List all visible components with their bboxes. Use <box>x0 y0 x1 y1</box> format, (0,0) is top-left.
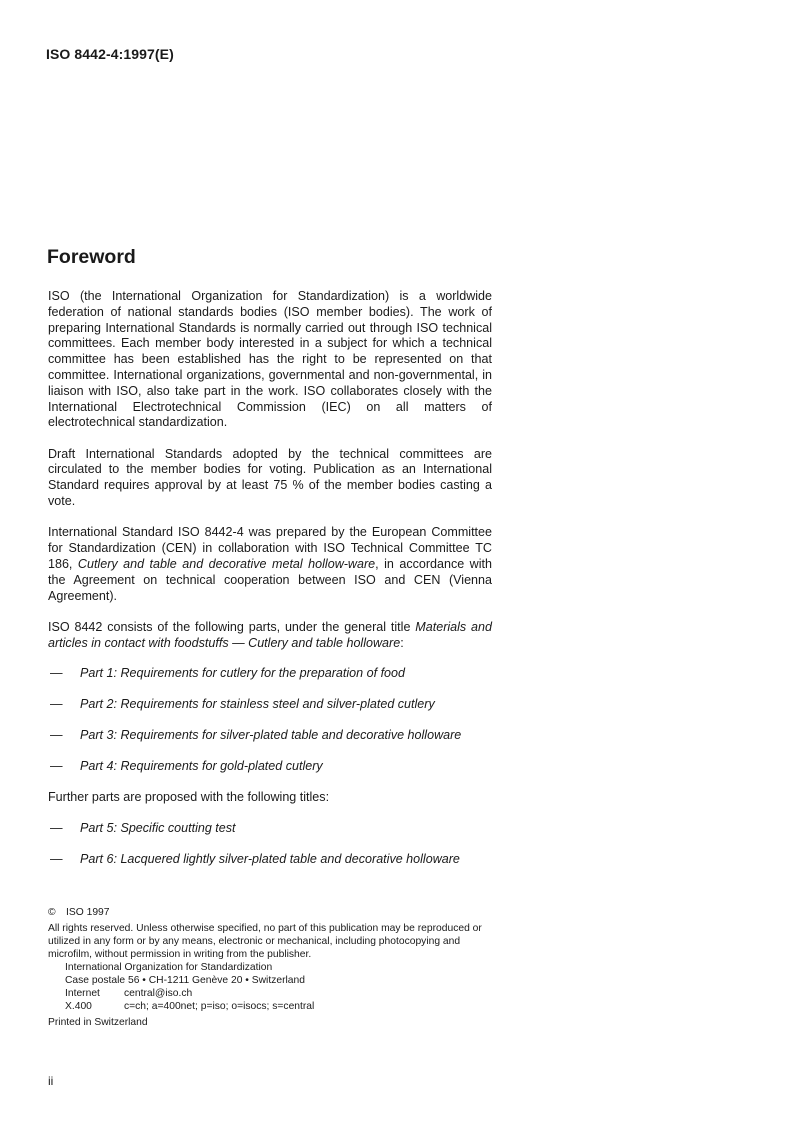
list-item <box>48 821 492 837</box>
postal-address: Case postale 56 • CH-1211 Genève 20 • Switzerland <box>65 975 305 986</box>
prepared-by-text-end: , in accordance with the Agreement on technical cooperation between ISO and CEN (Vienna Agreement). <box>48 556 492 603</box>
proposed-part-title: Part 5: Specific coutting test <box>80 820 236 835</box>
x400-row <box>65 1000 500 1013</box>
part-title: Part 3: Requirements for silver-plated table and decorative holloware <box>80 728 462 743</box>
document-id: ISO 8442-4:1997(E) <box>46 46 174 62</box>
prepared-by-text: International Standard ISO 8442-4 was prepared by the European Committee for Standardization (CEN) in collaboration with ISO Technical Committee TC 186, <box>48 525 492 571</box>
part-title: Part 4: Requirements for gold-plated cutlery <box>80 758 323 773</box>
copyright-text: ISO 1997 <box>66 907 110 918</box>
internet-row <box>65 987 500 1000</box>
organization-name: International Organization for Standardization <box>65 962 273 973</box>
paragraph-parts-intro <box>48 620 492 652</box>
paragraph-prepared-by <box>48 525 492 604</box>
dash: — <box>50 666 63 681</box>
parts-intro-text: ISO 8442 consists of the following parts, under the general title <box>48 619 416 634</box>
dash: — <box>50 851 63 866</box>
list-item <box>48 728 492 744</box>
committee-title: Cutlery and table and decorative metal hollow-ware <box>77 556 376 571</box>
list-item <box>48 852 492 868</box>
proposed-part-title: Part 6: Lacquered lightly silver-plated table and decorative holloware <box>80 851 460 866</box>
dash: — <box>50 697 63 712</box>
printed-in: Printed in Switzerland <box>48 1017 148 1028</box>
list-item <box>48 759 492 775</box>
dash: — <box>50 728 63 743</box>
copyright-line <box>48 906 500 919</box>
copyright-symbol: © <box>48 907 56 918</box>
paragraph-draft-standards: Draft International Standards adopted by the technical committees are circulated to the member bodies for voting. Publication as an International Standard requires approval by at least 75 % of the member bodies casting a vote. <box>48 446 492 509</box>
foreword-body <box>48 289 492 868</box>
page-title: Foreword <box>47 246 136 268</box>
paragraph-further-parts: Further parts are proposed with the following titles: <box>48 790 330 805</box>
dash: — <box>50 820 63 835</box>
internet-label: Internet <box>65 988 100 999</box>
x400-label: X.400 <box>65 1001 92 1012</box>
part-title: Part 2: Requirements for stainless steel and silver-plated cutlery <box>80 697 435 712</box>
parts-intro-colon: : <box>400 635 404 650</box>
list-item <box>48 697 492 713</box>
x400-value: c=ch; a=400net; p=iso; o=isocs; s=central <box>124 1001 315 1012</box>
internet-value: central@iso.ch <box>124 988 193 999</box>
part-title: Part 1: Requirements for cutlery for the preparation of food <box>80 666 405 681</box>
general-title: Materials and articles in contact with foodstuffs — Cutlery and table holloware <box>48 619 492 650</box>
address-block <box>65 961 500 1013</box>
dash: — <box>50 758 63 773</box>
list-item <box>48 666 492 682</box>
paragraph-iso-intro: ISO (the International Organization for Standardization) is a worldwide federation of national standards bodies (ISO member bodies). The work of preparing International Standards is normally carried out through ISO technical committees. Each member body interested in a subject for which a technical committee has been established has the right to be represented on that committee. International organizations, governmental and non-governmental, in liaison with ISO, also take part in the work. ISO collaborates closely with the International Electrotechnical Commission (IEC) on all matters of electrotechnical standardization. <box>48 289 492 430</box>
rights-notice: All rights reserved. Unless otherwise specified, no part of this publication may be reproduced or utilized in any form or by any means, electronic or mechanical, including photocopying and microfilm, without permission in writing from the publisher. <box>48 923 482 960</box>
page-number: ii <box>48 1074 54 1088</box>
copyright-footer <box>48 906 500 1029</box>
